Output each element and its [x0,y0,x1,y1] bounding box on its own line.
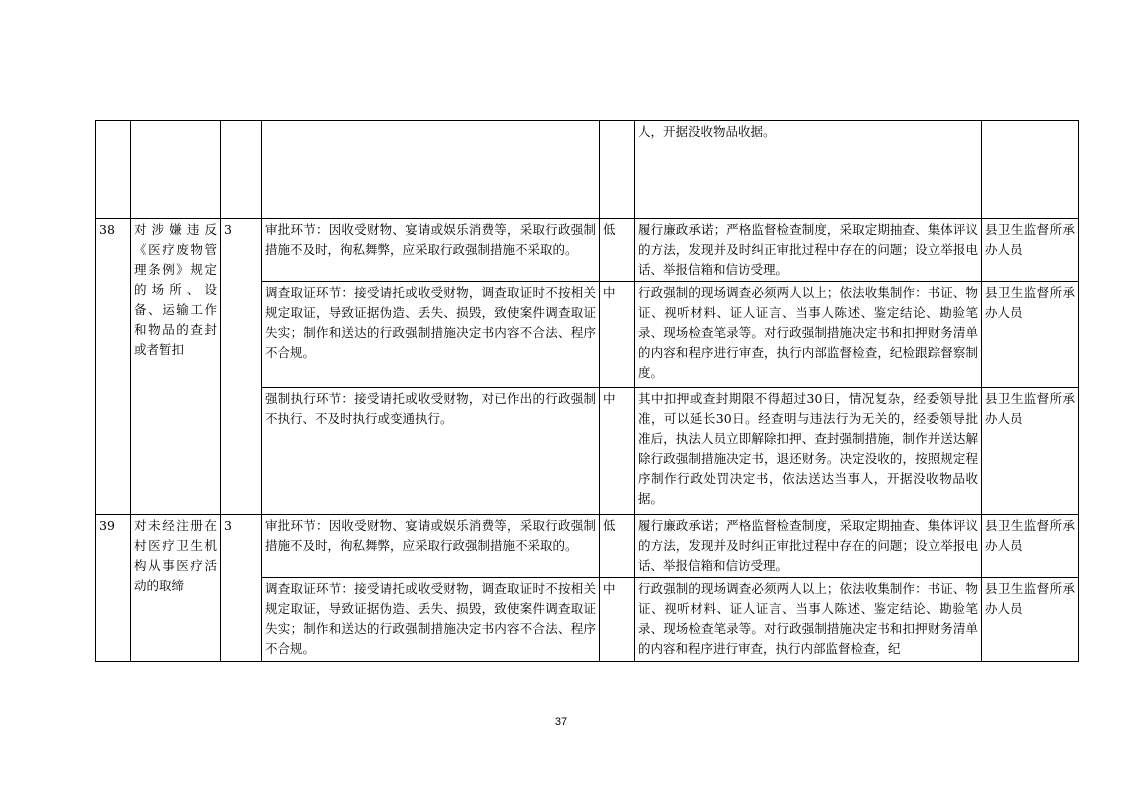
resp-cell: 县卫生监督所承办人员 [982,219,1079,282]
level-cell: 中 [600,578,635,662]
resp-cell: 县卫生监督所承办人员 [982,388,1079,515]
measure-cell: 行政强制的现场调查必须两人以上；依法收集制作：书证、物证、视听材料、证人证言、当事人陈述、鉴定结论、勘验笔录、现场检查笔录等。对行政强制措施决定书和扣押财务清单的内容和程序进行审查，执行内部监督检查，纪检跟踪督察制度。 [635,282,982,388]
resp-cell: 县卫生监督所承办人员 [982,578,1079,662]
risk-cell: 审批环节：因收受财物、宴请或娱乐消费等，采取行政强制措施不及时，徇私舞弊，应采取行政强制措施不采取的。 [262,515,600,578]
risk-cell: 审批环节：因收受财物、宴请或娱乐消费等，采取行政强制措施不及时，徇私舞弊，应采取行政强制措施不采取的。 [262,219,600,282]
risk-cell: 调查取证环节：接受请托或收受财物，调查取证时不按相关规定取证，导致证据伪造、丢失、损毁，致使案件调查取证失实；制作和送达的行政强制措施决定书内容不合法、程序不合规。 [262,282,600,388]
measure-cell: 其中扣押或查封期限不得超过30日，情况复杂，经委领导批准，可以延长30日。经查明与违法行为无关的，经委领导批准后，执法人员立即解除扣押、查封强制措施，制作并送达解除行政强制措施决定书，退还财务。决定没收的，按照规定程序制作行政处罚决定书，依法送达当事人，开据没收物品收据。 [635,388,982,515]
item-number: 39 [96,515,131,662]
cell-empty [262,121,600,219]
item-count: 3 [221,219,262,515]
level-cell: 低 [600,515,635,578]
resp-cell: 县卫生监督所承办人员 [982,515,1079,578]
measure-cell: 履行廉政承诺；严格监督检查制度，采取定期抽查、集体评议的方法，发现并及时纠正审批过程中存在的问题；设立举报电话、举报信箱和信访受理。 [635,219,982,282]
cell-empty [221,121,262,219]
item-name: 对未经注册在村医疗卫生机构从事医疗活动的取缔 [131,515,221,662]
table-row [96,219,1079,282]
page-number: 37 [554,716,568,728]
resp-cell: 县卫生监督所承办人员 [982,282,1079,388]
item-name: 对涉嫌违反《医疗废物管理条例》规定的场所、设备、运输工作和物品的查封或者暂扣 [131,219,221,515]
cell-empty [600,121,635,219]
level-cell: 中 [600,388,635,515]
item-count: 3 [221,515,262,662]
table-row [96,515,1079,578]
measure-cell: 人，开据没收物品收据。 [635,121,982,219]
carry-row [96,121,1079,219]
item-number: 38 [96,219,131,515]
cell-empty [982,121,1079,219]
level-cell: 低 [600,219,635,282]
measure-cell: 履行廉政承诺；严格监督检查制度，采取定期抽查、集体评议的方法，发现并及时纠正审批过程中存在的问题；设立举报电话、举报信箱和信访受理。 [635,515,982,578]
cell-empty [131,121,221,219]
risk-cell: 强制执行环节：接受请托或收受财物，对已作出的行政强制不执行、不及时执行或变通执行。 [262,388,600,515]
cell-empty [96,121,131,219]
level-cell: 中 [600,282,635,388]
risk-table [95,120,1079,662]
risk-cell: 调查取证环节：接受请托或收受财物，调查取证时不按相关规定取证，导致证据伪造、丢失、损毁，致使案件调查取证失实；制作和送达的行政强制措施决定书内容不合法、程序不合规。 [262,578,600,662]
measure-cell: 行政强制的现场调查必须两人以上；依法收集制作：书证、物证、视听材料、证人证言、当事人陈述、鉴定结论、勘验笔录、现场检查笔录等。对行政强制措施决定书和扣押财务清单的内容和程序进行审查，执行内部监督检查，纪 [635,578,982,662]
